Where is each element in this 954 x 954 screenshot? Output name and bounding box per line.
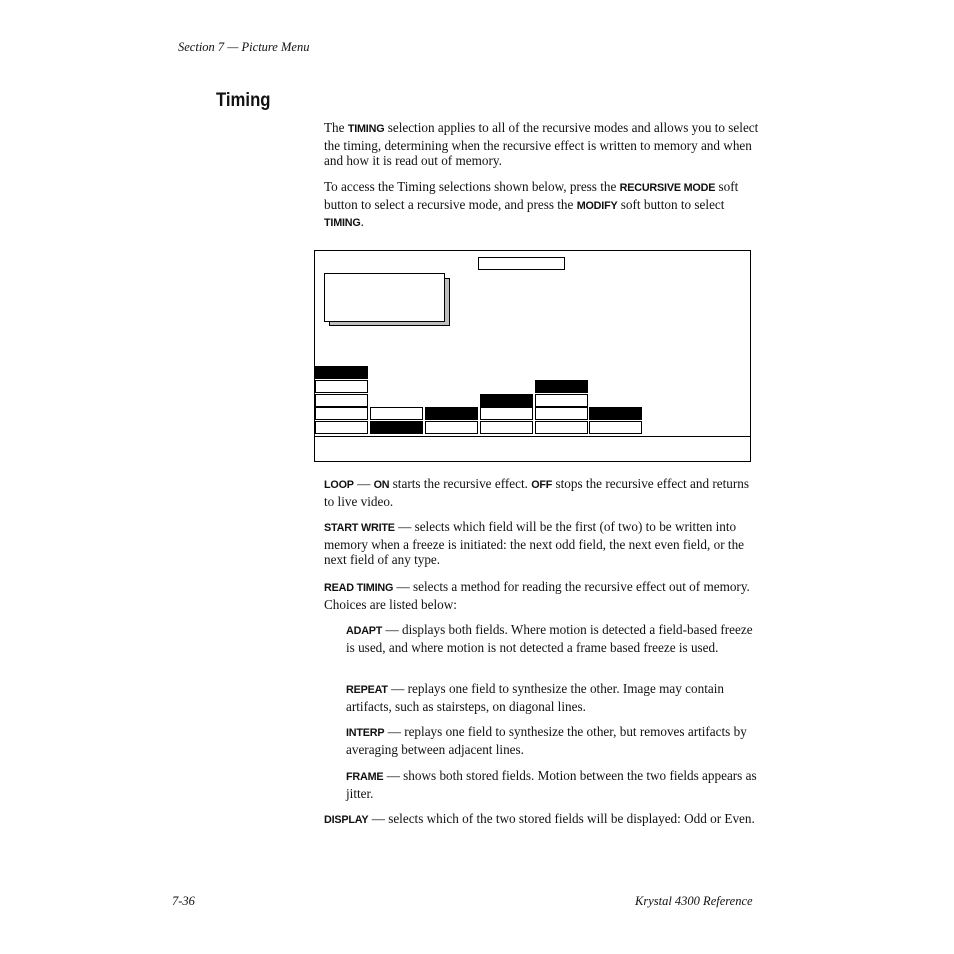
menu-cell (315, 380, 368, 393)
menu-cell (589, 421, 642, 434)
menu-cell (315, 421, 368, 434)
running-head: Section 7 — Picture Menu (178, 40, 310, 54)
menu-cell (535, 394, 588, 407)
book-title: Krystal 4300 Reference (635, 894, 753, 908)
menu-cell-selected (480, 394, 533, 407)
menu-cell (370, 407, 423, 420)
definition-display: DISPLAY — selects which of the two stored fields will be displayed: Odd or Even. (324, 811, 755, 826)
menu-cell-selected (425, 407, 478, 420)
definition-loop: LOOP — ON starts the recursive effect. OFF stops the recursive effect and returns to live video. (324, 476, 749, 509)
menu-cell (535, 421, 588, 434)
keyword-timing: TIMING (324, 217, 361, 230)
menu-cell (535, 407, 588, 420)
menu-diagram (314, 250, 751, 462)
definition-frame: FRAME — shows both stored fields. Motion between the two fields appears as jitter. (346, 768, 757, 801)
menu-cell (425, 421, 478, 434)
menu-cell (480, 421, 533, 434)
definition-adapt: ADAPT — displays both fields. Where motion is detected a field-based freeze is used, and where motion is not detected a frame based freeze is used. (346, 622, 753, 655)
definition-interp: INTERP — replays one field to synthesize the other, but removes artifacts by averaging between adjacent lines. (346, 724, 747, 757)
definition-read-timing: READ TIMING — selects a method for reading the recursive effect out of memory. Choices are listed below: (324, 579, 750, 612)
menu-cell-selected (370, 421, 423, 434)
menu-bottom-bar (315, 436, 750, 437)
menu-cell (480, 407, 533, 420)
info-box (324, 273, 445, 322)
menu-cell-selected (589, 407, 642, 420)
intro-paragraph-1: The TIMING selection applies to all of the recursive modes and allows you to select the timing, determining when the recursive effect is written to memory and when and how it is read out of memory. (324, 120, 759, 169)
intro-paragraph-2: To access the Timing selections shown below, press the RECURSIVE MODE soft button to select a recursive mode, and press the MODIFY soft button to select TIMING. (324, 179, 739, 230)
definition-start-write: START WRITE — selects which field will be the first (of two) to be written into memory when a freeze is initiated: the next odd field, the next even field, or the next field of any type. (324, 519, 745, 568)
section-title: Timing (216, 90, 271, 111)
page-number: 7-36 (172, 894, 195, 908)
menu-cell (315, 394, 368, 407)
menu-cell (315, 407, 368, 420)
keyword-recursive-mode: RECURSIVE MODE (619, 182, 716, 194)
keyword-modify: MODIFY (576, 199, 618, 212)
menu-title-box (478, 257, 565, 270)
definition-repeat: REPEAT — replays one field to synthesize the other. Image may contain artifacts, such as stairsteps, on diagonal lines. (346, 681, 724, 714)
menu-cell-selected (315, 366, 368, 379)
keyword-timing: TIMING (347, 123, 385, 135)
menu-cell-selected (535, 380, 588, 393)
